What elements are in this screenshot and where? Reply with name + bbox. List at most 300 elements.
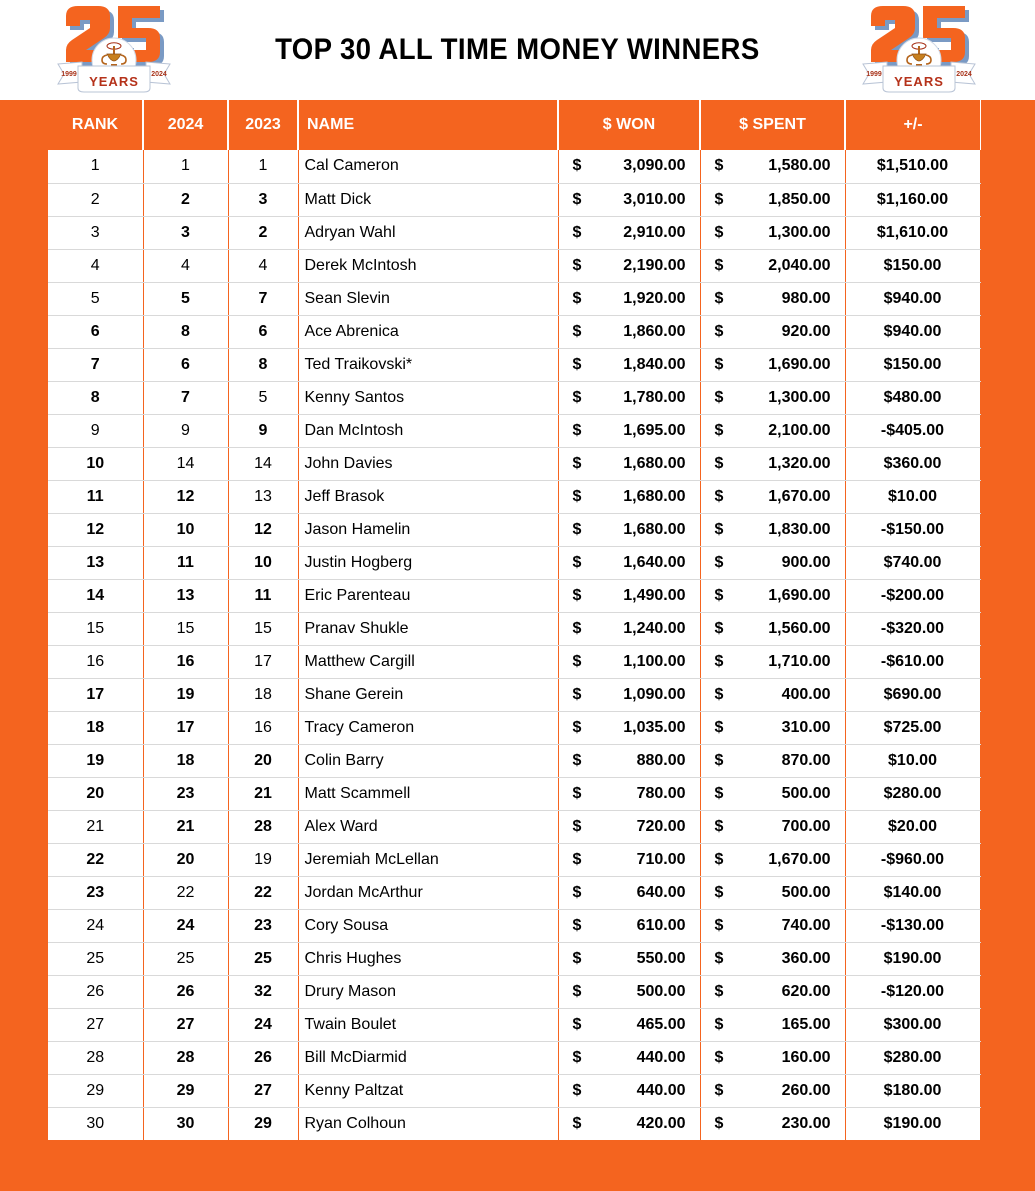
cell-player-name: Eric Parenteau xyxy=(298,579,558,612)
money-winners-table-wrap xyxy=(48,100,980,1140)
cell-amount-spent xyxy=(700,942,845,975)
money-winners-table xyxy=(48,100,981,1140)
cell-amount-spent xyxy=(700,645,845,678)
amount-value: 720.00 xyxy=(636,817,686,835)
amount-value: 1,300.00 xyxy=(768,223,831,241)
cell-plus-minus: -$200.00 xyxy=(845,579,980,612)
cell-rank: 29 xyxy=(48,1074,143,1107)
amount-value: 1,830.00 xyxy=(768,520,831,538)
currency-symbol: $ xyxy=(572,157,582,175)
currency-symbol: $ xyxy=(572,916,582,934)
table-row xyxy=(48,183,980,216)
cell-rank: 14 xyxy=(48,579,143,612)
amount-value: 500.00 xyxy=(781,784,831,802)
amount-value: 230.00 xyxy=(781,1114,831,1132)
cell-rank: 9 xyxy=(48,414,143,447)
currency-symbol: $ xyxy=(572,949,582,967)
currency-symbol: $ xyxy=(572,883,582,901)
cell-plus-minus: $150.00 xyxy=(845,249,980,282)
cell-plus-minus: $725.00 xyxy=(845,711,980,744)
amount-value: 870.00 xyxy=(781,751,831,769)
column-header-plus-minus[interactable]: +/- xyxy=(845,100,980,150)
cell-amount-spent xyxy=(700,975,845,1008)
cell-player-name: Alex Ward xyxy=(298,810,558,843)
table-row xyxy=(48,1074,980,1107)
currency-symbol: $ xyxy=(714,850,724,868)
cell-rank: 24 xyxy=(48,909,143,942)
amount-value: 920.00 xyxy=(781,322,831,340)
table-row xyxy=(48,249,980,282)
cell-rank-2024: 28 xyxy=(143,1041,228,1074)
column-header-2024[interactable]: 2024 xyxy=(143,100,228,150)
currency-symbol: $ xyxy=(714,949,724,967)
cell-player-name: Kenny Santos xyxy=(298,381,558,414)
cell-amount-spent xyxy=(700,513,845,546)
cell-plus-minus: $1,160.00 xyxy=(845,183,980,216)
cell-rank: 26 xyxy=(48,975,143,1008)
cell-rank-2024: 16 xyxy=(143,645,228,678)
table-row xyxy=(48,414,980,447)
table-row xyxy=(48,447,980,480)
currency-symbol: $ xyxy=(572,421,582,439)
table-row xyxy=(48,612,980,645)
currency-symbol: $ xyxy=(572,553,582,571)
cell-rank-2023: 11 xyxy=(228,579,298,612)
cell-amount-spent xyxy=(700,711,845,744)
cell-rank-2024: 26 xyxy=(143,975,228,1008)
table-row xyxy=(48,546,980,579)
cell-amount-won xyxy=(558,777,700,810)
cell-plus-minus: $280.00 xyxy=(845,1041,980,1074)
amount-value: 980.00 xyxy=(781,289,831,307)
cell-player-name: Jeremiah McLellan xyxy=(298,843,558,876)
logo-year-right: 2024 xyxy=(956,71,972,78)
amount-value: 1,840.00 xyxy=(623,355,686,373)
cell-plus-minus: -$610.00 xyxy=(845,645,980,678)
cell-rank-2024: 17 xyxy=(143,711,228,744)
cell-rank-2023: 13 xyxy=(228,480,298,513)
cell-amount-spent xyxy=(700,216,845,249)
cell-amount-won xyxy=(558,381,700,414)
cell-rank-2023: 16 xyxy=(228,711,298,744)
cell-rank: 11 xyxy=(48,480,143,513)
cell-rank-2023: 7 xyxy=(228,282,298,315)
cell-amount-spent xyxy=(700,183,845,216)
cell-rank: 5 xyxy=(48,282,143,315)
amount-value: 165.00 xyxy=(781,1015,831,1033)
cell-amount-won xyxy=(558,513,700,546)
currency-symbol: $ xyxy=(572,256,582,274)
currency-symbol: $ xyxy=(572,322,582,340)
cell-amount-won xyxy=(558,975,700,1008)
cell-amount-spent xyxy=(700,876,845,909)
amount-value: 310.00 xyxy=(781,718,831,736)
table-row xyxy=(48,348,980,381)
cell-rank-2023: 21 xyxy=(228,777,298,810)
table-row xyxy=(48,678,980,711)
currency-symbol: $ xyxy=(714,1048,724,1066)
table-row xyxy=(48,1008,980,1041)
currency-symbol: $ xyxy=(714,487,724,505)
cell-rank-2023: 9 xyxy=(228,414,298,447)
amount-value: 500.00 xyxy=(636,982,686,1000)
cell-rank: 8 xyxy=(48,381,143,414)
cell-amount-spent xyxy=(700,315,845,348)
amount-value: 2,100.00 xyxy=(768,421,831,439)
cell-player-name: Shane Gerein xyxy=(298,678,558,711)
cell-rank-2023: 28 xyxy=(228,810,298,843)
cell-amount-won xyxy=(558,1107,700,1140)
cell-rank-2023: 32 xyxy=(228,975,298,1008)
cell-rank-2023: 25 xyxy=(228,942,298,975)
amount-value: 3,010.00 xyxy=(623,190,686,208)
amount-value: 1,690.00 xyxy=(768,355,831,373)
currency-symbol: $ xyxy=(714,685,724,703)
header-row xyxy=(48,100,980,150)
amount-value: 1,640.00 xyxy=(623,553,686,571)
amount-value: 1,680.00 xyxy=(623,487,686,505)
cell-amount-spent xyxy=(700,777,845,810)
cell-amount-won xyxy=(558,678,700,711)
amount-value: 2,910.00 xyxy=(623,223,686,241)
amount-value: 1,680.00 xyxy=(623,520,686,538)
currency-symbol: $ xyxy=(572,520,582,538)
amount-value: 260.00 xyxy=(781,1081,831,1099)
amount-value: 2,190.00 xyxy=(623,256,686,274)
cell-amount-won xyxy=(558,447,700,480)
amount-value: 1,860.00 xyxy=(623,322,686,340)
page-title: TOP 30 ALL TIME MONEY WINNERS xyxy=(275,33,760,66)
cell-amount-spent xyxy=(700,150,845,183)
table-row xyxy=(48,744,980,777)
currency-symbol: $ xyxy=(714,718,724,736)
cell-player-name: Bill McDiarmid xyxy=(298,1041,558,1074)
anniversary-logo-left xyxy=(52,2,176,98)
amount-value: 440.00 xyxy=(636,1081,686,1099)
currency-symbol: $ xyxy=(572,190,582,208)
cell-rank: 28 xyxy=(48,1041,143,1074)
amount-value: 1,780.00 xyxy=(623,388,686,406)
cell-amount-won xyxy=(558,1008,700,1041)
cell-rank-2024: 2 xyxy=(143,183,228,216)
currency-symbol: $ xyxy=(714,190,724,208)
amount-value: 1,490.00 xyxy=(623,586,686,604)
table-row xyxy=(48,579,980,612)
amount-value: 420.00 xyxy=(636,1114,686,1132)
cell-rank: 2 xyxy=(48,183,143,216)
cell-rank-2023: 27 xyxy=(228,1074,298,1107)
amount-value: 1,670.00 xyxy=(768,487,831,505)
cell-player-name: Derek McIntosh xyxy=(298,249,558,282)
cell-player-name: Matt Scammell xyxy=(298,777,558,810)
amount-value: 1,690.00 xyxy=(768,586,831,604)
cell-plus-minus: $940.00 xyxy=(845,315,980,348)
cell-rank: 18 xyxy=(48,711,143,744)
table-row xyxy=(48,282,980,315)
cell-player-name: Jason Hamelin xyxy=(298,513,558,546)
cell-rank-2023: 17 xyxy=(228,645,298,678)
amount-value: 1,240.00 xyxy=(623,619,686,637)
column-header-2023[interactable]: 2023 xyxy=(228,100,298,150)
currency-symbol: $ xyxy=(714,421,724,439)
cell-player-name: Jordan McArthur xyxy=(298,876,558,909)
table-header xyxy=(48,100,980,150)
table-row xyxy=(48,711,980,744)
cell-rank-2023: 24 xyxy=(228,1008,298,1041)
cell-plus-minus: $10.00 xyxy=(845,744,980,777)
cell-amount-won xyxy=(558,1041,700,1074)
cell-amount-spent xyxy=(700,282,845,315)
cell-player-name: Adryan Wahl xyxy=(298,216,558,249)
anniversary-logo-right xyxy=(857,2,981,98)
cell-plus-minus: $940.00 xyxy=(845,282,980,315)
cell-rank-2023: 20 xyxy=(228,744,298,777)
table-row xyxy=(48,942,980,975)
cell-amount-spent xyxy=(700,414,845,447)
cell-plus-minus: -$405.00 xyxy=(845,414,980,447)
currency-symbol: $ xyxy=(572,289,582,307)
cell-rank-2024: 15 xyxy=(143,612,228,645)
cell-rank-2023: 19 xyxy=(228,843,298,876)
cell-rank-2023: 10 xyxy=(228,546,298,579)
cell-amount-spent xyxy=(700,447,845,480)
cell-plus-minus: $190.00 xyxy=(845,942,980,975)
cell-rank-2024: 13 xyxy=(143,579,228,612)
table-row xyxy=(48,150,980,183)
cell-rank-2024: 27 xyxy=(143,1008,228,1041)
cell-rank: 12 xyxy=(48,513,143,546)
cell-amount-won xyxy=(558,480,700,513)
cell-amount-won xyxy=(558,942,700,975)
currency-symbol: $ xyxy=(714,652,724,670)
cell-rank-2024: 1 xyxy=(143,150,228,183)
cell-rank-2024: 29 xyxy=(143,1074,228,1107)
column-header-spent[interactable]: $ SPENT xyxy=(700,100,845,150)
cell-rank-2023: 29 xyxy=(228,1107,298,1140)
currency-symbol: $ xyxy=(572,619,582,637)
cell-rank: 17 xyxy=(48,678,143,711)
cell-rank-2024: 23 xyxy=(143,777,228,810)
cell-amount-won xyxy=(558,645,700,678)
amount-value: 710.00 xyxy=(636,850,686,868)
amount-value: 780.00 xyxy=(636,784,686,802)
column-header-name[interactable]: NAME xyxy=(298,100,558,150)
table-body xyxy=(48,150,980,1140)
cell-plus-minus: $1,510.00 xyxy=(845,150,980,183)
cell-rank: 30 xyxy=(48,1107,143,1140)
cell-amount-spent xyxy=(700,579,845,612)
cell-amount-spent xyxy=(700,909,845,942)
cell-plus-minus: $360.00 xyxy=(845,447,980,480)
cell-rank-2023: 4 xyxy=(228,249,298,282)
cell-amount-won xyxy=(558,150,700,183)
cell-amount-won xyxy=(558,810,700,843)
cell-rank-2024: 22 xyxy=(143,876,228,909)
cell-rank-2023: 15 xyxy=(228,612,298,645)
cell-plus-minus: $690.00 xyxy=(845,678,980,711)
cell-amount-won xyxy=(558,579,700,612)
cell-amount-spent xyxy=(700,810,845,843)
cell-rank-2024: 14 xyxy=(143,447,228,480)
amount-value: 1,695.00 xyxy=(623,421,686,439)
cell-player-name: Twain Boulet xyxy=(298,1008,558,1041)
currency-symbol: $ xyxy=(714,1015,724,1033)
cell-plus-minus: $140.00 xyxy=(845,876,980,909)
amount-value: 2,040.00 xyxy=(768,256,831,274)
cell-plus-minus: $10.00 xyxy=(845,480,980,513)
amount-value: 1,035.00 xyxy=(623,718,686,736)
cell-rank-2024: 10 xyxy=(143,513,228,546)
currency-symbol: $ xyxy=(714,289,724,307)
cell-player-name: Jeff Brasok xyxy=(298,480,558,513)
cell-plus-minus: -$120.00 xyxy=(845,975,980,1008)
amount-value: 700.00 xyxy=(781,817,831,835)
amount-value: 900.00 xyxy=(781,553,831,571)
cell-plus-minus: -$960.00 xyxy=(845,843,980,876)
currency-symbol: $ xyxy=(714,1114,724,1132)
cell-rank-2023: 22 xyxy=(228,876,298,909)
cell-plus-minus: $300.00 xyxy=(845,1008,980,1041)
cell-amount-won xyxy=(558,315,700,348)
cell-player-name: Ryan Colhoun xyxy=(298,1107,558,1140)
logo-years-word: YEARS xyxy=(894,74,944,89)
amount-value: 500.00 xyxy=(781,883,831,901)
currency-symbol: $ xyxy=(714,916,724,934)
cell-player-name: Cal Cameron xyxy=(298,150,558,183)
cell-rank: 27 xyxy=(48,1008,143,1041)
cell-plus-minus: $180.00 xyxy=(845,1074,980,1107)
currency-symbol: $ xyxy=(714,553,724,571)
cell-amount-won xyxy=(558,183,700,216)
cell-rank-2024: 8 xyxy=(143,315,228,348)
currency-symbol: $ xyxy=(572,1081,582,1099)
cell-rank: 3 xyxy=(48,216,143,249)
cell-player-name: Justin Hogberg xyxy=(298,546,558,579)
cell-amount-won xyxy=(558,744,700,777)
amount-value: 550.00 xyxy=(636,949,686,967)
cell-amount-won xyxy=(558,876,700,909)
cell-player-name: Colin Barry xyxy=(298,744,558,777)
table-row xyxy=(48,777,980,810)
cell-amount-won xyxy=(558,711,700,744)
logo-years-word: YEARS xyxy=(89,74,139,89)
cell-amount-spent xyxy=(700,1074,845,1107)
currency-symbol: $ xyxy=(714,256,724,274)
cell-rank-2024: 25 xyxy=(143,942,228,975)
currency-symbol: $ xyxy=(572,1048,582,1066)
cell-player-name: Matthew Cargill xyxy=(298,645,558,678)
currency-symbol: $ xyxy=(572,1015,582,1033)
table-row xyxy=(48,843,980,876)
cell-rank: 4 xyxy=(48,249,143,282)
amount-value: 400.00 xyxy=(781,685,831,703)
cell-rank: 13 xyxy=(48,546,143,579)
cell-amount-spent xyxy=(700,612,845,645)
cell-amount-spent xyxy=(700,1107,845,1140)
currency-symbol: $ xyxy=(572,718,582,736)
cell-plus-minus: -$320.00 xyxy=(845,612,980,645)
logo-year-left: 1999 xyxy=(61,71,77,78)
currency-symbol: $ xyxy=(572,223,582,241)
cell-rank-2023: 1 xyxy=(228,150,298,183)
cell-player-name: Ted Traikovski* xyxy=(298,348,558,381)
cell-amount-spent xyxy=(700,546,845,579)
currency-symbol: $ xyxy=(714,355,724,373)
cell-rank: 7 xyxy=(48,348,143,381)
currency-symbol: $ xyxy=(714,982,724,1000)
cell-rank-2023: 6 xyxy=(228,315,298,348)
cell-player-name: Drury Mason xyxy=(298,975,558,1008)
column-header-won[interactable]: $ WON xyxy=(558,100,700,150)
cell-amount-won xyxy=(558,282,700,315)
cell-plus-minus: $480.00 xyxy=(845,381,980,414)
currency-symbol: $ xyxy=(572,784,582,802)
cell-rank: 22 xyxy=(48,843,143,876)
table-row xyxy=(48,975,980,1008)
table-row xyxy=(48,810,980,843)
column-header-rank[interactable]: RANK xyxy=(48,100,143,150)
currency-symbol: $ xyxy=(714,619,724,637)
currency-symbol: $ xyxy=(714,1081,724,1099)
currency-symbol: $ xyxy=(572,388,582,406)
amount-value: 1,670.00 xyxy=(768,850,831,868)
cell-player-name: Tracy Cameron xyxy=(298,711,558,744)
cell-amount-spent xyxy=(700,744,845,777)
cell-rank-2024: 6 xyxy=(143,348,228,381)
currency-symbol: $ xyxy=(572,982,582,1000)
amount-value: 1,680.00 xyxy=(623,454,686,472)
currency-symbol: $ xyxy=(572,586,582,604)
amount-value: 440.00 xyxy=(636,1048,686,1066)
currency-symbol: $ xyxy=(714,520,724,538)
cell-rank-2024: 11 xyxy=(143,546,228,579)
currency-symbol: $ xyxy=(572,817,582,835)
cell-plus-minus: $20.00 xyxy=(845,810,980,843)
cell-amount-won xyxy=(558,909,700,942)
table-row xyxy=(48,216,980,249)
amount-value: 1,560.00 xyxy=(768,619,831,637)
amount-value: 620.00 xyxy=(781,982,831,1000)
cell-rank: 15 xyxy=(48,612,143,645)
cell-rank: 25 xyxy=(48,942,143,975)
cell-rank-2024: 4 xyxy=(143,249,228,282)
amount-value: 1,090.00 xyxy=(623,685,686,703)
amount-value: 1,300.00 xyxy=(768,388,831,406)
amount-value: 740.00 xyxy=(781,916,831,934)
table-row xyxy=(48,909,980,942)
amount-value: 3,090.00 xyxy=(623,157,686,175)
cell-rank-2024: 7 xyxy=(143,381,228,414)
amount-value: 1,920.00 xyxy=(623,289,686,307)
amount-value: 640.00 xyxy=(636,883,686,901)
currency-symbol: $ xyxy=(714,817,724,835)
cell-rank-2024: 3 xyxy=(143,216,228,249)
cell-plus-minus: -$150.00 xyxy=(845,513,980,546)
cell-amount-spent xyxy=(700,249,845,282)
table-row xyxy=(48,480,980,513)
cell-amount-won xyxy=(558,348,700,381)
cell-player-name: Pranav Shukle xyxy=(298,612,558,645)
table-row xyxy=(48,513,980,546)
cell-plus-minus: $190.00 xyxy=(845,1107,980,1140)
cell-player-name: Matt Dick xyxy=(298,183,558,216)
amount-value: 1,320.00 xyxy=(768,454,831,472)
cell-rank-2023: 23 xyxy=(228,909,298,942)
cell-rank-2023: 8 xyxy=(228,348,298,381)
amount-value: 360.00 xyxy=(781,949,831,967)
currency-symbol: $ xyxy=(714,883,724,901)
currency-symbol: $ xyxy=(714,586,724,604)
